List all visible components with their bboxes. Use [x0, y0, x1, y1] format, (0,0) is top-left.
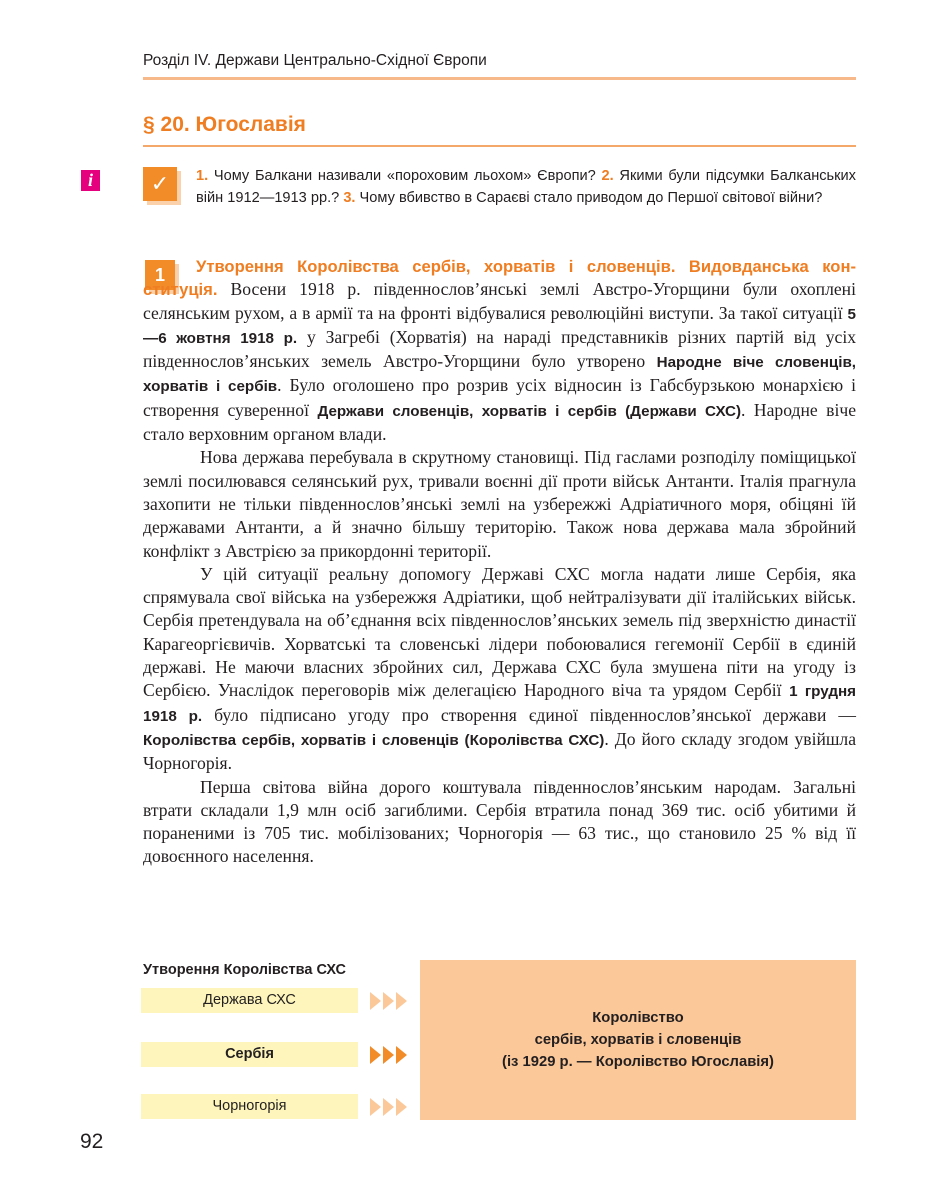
header-divider [143, 77, 856, 80]
arrow-icon [370, 1096, 410, 1118]
result-line: (із 1929 р. — Королівство Югославія) [502, 1054, 774, 1070]
diagram-source-box: Сербія [141, 1042, 358, 1067]
bold-date: 1 грудня 1918 р. [143, 683, 857, 725]
section-divider [143, 145, 856, 147]
diagram-source-box: Чорногорія [141, 1094, 358, 1119]
arrow-icon [370, 1044, 410, 1066]
diagram-source-box: Держава СХС [141, 988, 358, 1013]
text-run: . До його складу згодом увійшла Чорногорія. [143, 728, 857, 774]
checkmark-icon: ✓ [143, 167, 177, 201]
paragraph: Перша світова війна дорого коштувала південнослов’янським народам. Загальні втрати складали 1,9 млн осіб загиблими. Сербія втратила понад 369 тис. осіб убитими й пораненими із 705 тис. мобілізованих; Чорногорія — 63 тис., що становило 25 % від її довоєнного населення. [143, 776, 856, 867]
text-run: було підписано угоду про створення єдиної південнослов’янської держави — [202, 704, 856, 725]
text-run: . Було оголошено про розрив усіх відносин із Габсбурзькою монархією і створення суверенної [143, 375, 857, 420]
result-line: сербів, хорватів і словенців [534, 1032, 742, 1048]
question-number: 2. [601, 168, 614, 184]
subsection-number-badge: 1 [145, 260, 175, 290]
paragraph [143, 255, 856, 446]
text-run: у Загребі (Хорватія) на нараді представників різних партій від усіх південнослов’янських земель Австро-Угорщини було утворено [143, 326, 856, 372]
arrow-icon [370, 990, 410, 1012]
text-run: Восени 1918 р. південнослов’янські землі Австро-Угорщини були охоплені селянським рухом, а в армії та на фронті відбувалися революційні виступи. За такої ситуації [143, 279, 856, 323]
bold-term: Держави словенців, хорватів і сербів (Держави СХС) [317, 402, 742, 420]
question-text: Чому вбивство в Сараєві стало приводом до Першої світової війни? [359, 190, 823, 206]
text-run: . Народне віче стало верховним органом влади. [143, 399, 857, 445]
question-number: 1. [196, 168, 209, 184]
subsection-title: Утворення Королівства сербів, хорватів і словенців. Видовданська конституція. [143, 257, 856, 300]
diagram-title: Утворення Королівства СХС [143, 962, 346, 978]
diagram-result-box [420, 960, 856, 1120]
bold-term: Королівства сербів, хорватів і словенців (Королівства СХС) [143, 731, 605, 749]
paragraph [143, 563, 856, 776]
bold-date: 5—6 жовтня 1918 р. [143, 305, 856, 347]
paragraph: Нова держава перебувала в скрутному становищі. Під гаслами розподілу поміщицької землі посилювався селянський рух, тривали воєнні дії проти військ Антанти. Італія прагнула захопити не тільки південнослов’янські землі на узбережжі Адріатичного моря, обіцяні їй державами Антанти, а й значно більшу територію. Також нова держава мала збройний конфлікт з Австрією за прикордонні території. [143, 447, 856, 561]
question-text: Чому Балкани називали «пороховим льохом» Європи? [213, 168, 596, 184]
page-number: 92 [80, 1130, 104, 1153]
text-run: У цій ситуації реальну допомогу Державі СХС могла надати лише Сербія, яка спрямувала свої війська на узбережжя Адріатики, щоб нейтралізувати дії італійських військ. Сербія претендувала на об’єднання всіх південнослов’янських земель під зверхністю династії Карагеоргієвичів. Хорватські та словенські лідери побоювалися гегемонії Сербії в єдиній державі. Не маючи власних збройних сил, Держава СХС була змушена піти на угоду із Сербією. Унаслідок переговорів між делегацією Народного віча та урядом Сербії [143, 563, 856, 701]
info-icon: i [81, 170, 100, 191]
running-header: Розділ IV. Держави Центрально-Східної Європи [143, 52, 487, 69]
review-questions [196, 165, 856, 209]
section-title: § 20. Югославія [143, 113, 306, 136]
question-text: Якими були підсумки Балканських війн 1912—1913 рр.? [196, 168, 856, 206]
question-number: 3. [343, 190, 356, 206]
main-text [143, 255, 856, 869]
bold-term: Народне віче словенців, хорватів і сербів [143, 354, 857, 396]
result-line: Королівство [592, 1010, 684, 1026]
